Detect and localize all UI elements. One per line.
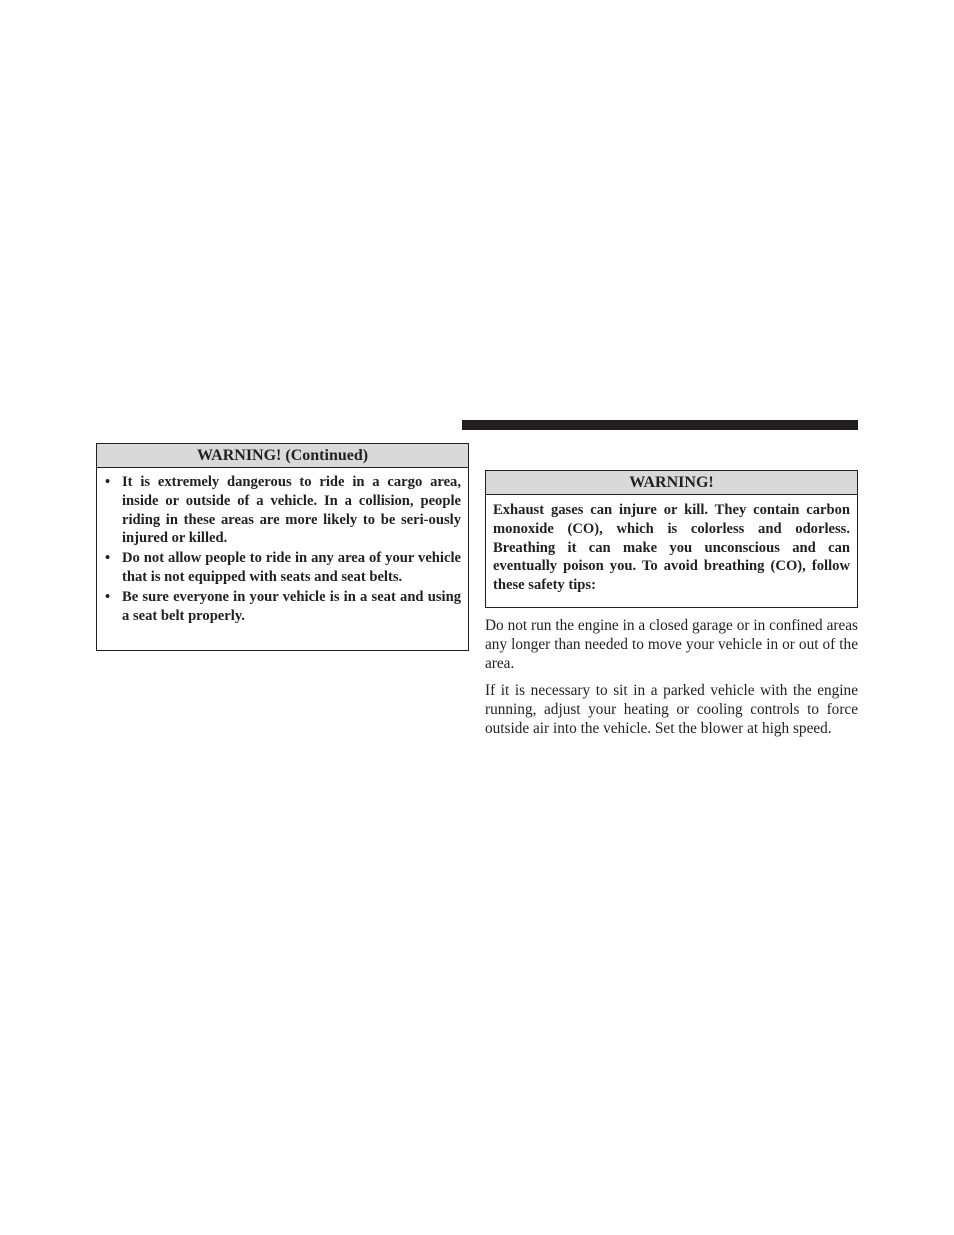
list-item [105,549,461,587]
body-paragraph: Do not run the engine in a closed garage or in confined areas any longer than needed to move your vehicle in or out of the area. [485,617,858,672]
exhaust-warning-box [485,470,858,608]
list-item-text: It is extremely dangerous to ride in a cargo area, inside or outside of a vehicle. In a collision, people riding in these areas are more likely to be seri-ously injured or killed. [122,474,461,547]
bullet-icon: • [105,474,111,490]
exhaust-warning-text: Exhaust gases can injure or kill. They contain carbon monoxide (CO), which is colorless and odorless. Breathing it can make you unconscious and can eventually poison you. To avoid breathing (CO), follow these safety tips: [493,502,850,594]
list-item-text: Do not allow people to ride in any area of your vehicle that is not equipped with seats and seat belts. [122,550,461,585]
body-paragraph: If it is necessary to sit in a parked vehicle with the engine running, adjust your heating or cooling controls to force outside air into the vehicle. Set the blower at high speed. [485,682,858,737]
list-item-text: Be sure everyone in your vehicle is in a seat and using a seat belt properly. [122,588,461,624]
warning-continued-heading: WARNING! (Continued) [97,444,468,468]
list-item [105,588,461,626]
bullet-icon: • [105,588,111,605]
warning-bullet-list [97,468,468,625]
section-rule [462,420,858,430]
list-item [105,473,461,548]
warning-continued-box [96,443,469,651]
exhaust-warning-heading: WARNING! [486,471,857,495]
bullet-icon: • [105,550,111,567]
